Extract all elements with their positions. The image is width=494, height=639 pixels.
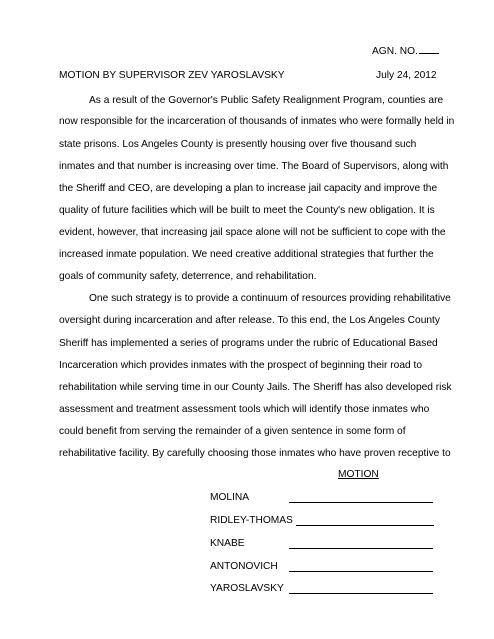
body-line: As a result of the Governor's Public Safety Realignment Program, counties are — [89, 95, 444, 106]
agenda-number-label: AGN. NO. — [372, 46, 418, 57]
body-line: rehabilitative facility. By carefully choosing those inmates who have proven receptive to — [59, 448, 451, 459]
body-line: quality of future facilities which will be built to meet the County's new obligation. It is — [59, 205, 435, 216]
supervisor-name: MOLINA — [210, 492, 250, 503]
body-line: increased inmate population. We need creative additional strategies that further the — [59, 249, 434, 260]
signature-line — [289, 502, 433, 503]
body-line: evident, however, that increasing jail space alone will not be sufficient to cope with the — [59, 227, 446, 238]
body-line: inmates and that number is increasing over time. The Board of Supervisors, along with — [59, 161, 449, 172]
supervisor-name: ANTONOVICH — [210, 561, 278, 572]
supervisor-name: RIDLEY-THOMAS — [210, 515, 293, 526]
supervisor-name: KNABE — [210, 538, 245, 549]
signature-line — [289, 571, 433, 572]
body-line: state prisons. Los Angeles County is presently housing over five thousand such — [59, 139, 417, 150]
supervisor-name: YAROSLAVSKY — [210, 583, 284, 594]
signature-line — [296, 525, 434, 526]
signature-line — [289, 593, 433, 594]
agenda-number — [372, 44, 439, 57]
body-line: oversight during incarceration and after release. To this end, the Los Angeles County — [59, 315, 440, 326]
body-line: the Sheriff and CEO, are developing a plan to increase jail capacity and improve the — [59, 183, 438, 194]
body-line: assessment and treatment assessment tools which will identify those inmates who — [59, 404, 430, 415]
body-line: Incarceration which provides inmates with the prospect of beginning their road to — [59, 360, 422, 371]
agenda-number-blank — [419, 44, 439, 54]
body-line: goals of community safety, deterrence, and rehabilitation. — [59, 271, 317, 282]
body-line: rehabilitation while serving time in our County Jails. The Sheriff has also developed risk — [59, 382, 452, 393]
body-line: Sheriff has implemented a series of programs under the rubric of Educational Based — [59, 338, 438, 349]
signature-line — [289, 548, 433, 549]
motion-vote-heading: MOTION — [338, 469, 379, 480]
body-line: could benefit from serving the remainder of a given sentence in some form of — [59, 426, 406, 437]
body-line: One such strategy is to provide a continuum of resources providing rehabilitative — [89, 293, 451, 304]
motion-author: MOTION BY SUPERVISOR ZEV YAROSLAVSKY — [59, 70, 285, 81]
body-line: now responsible for the incarceration of thousands of inmates who were formally held in — [59, 116, 455, 127]
motion-date: July 24, 2012 — [376, 70, 437, 81]
